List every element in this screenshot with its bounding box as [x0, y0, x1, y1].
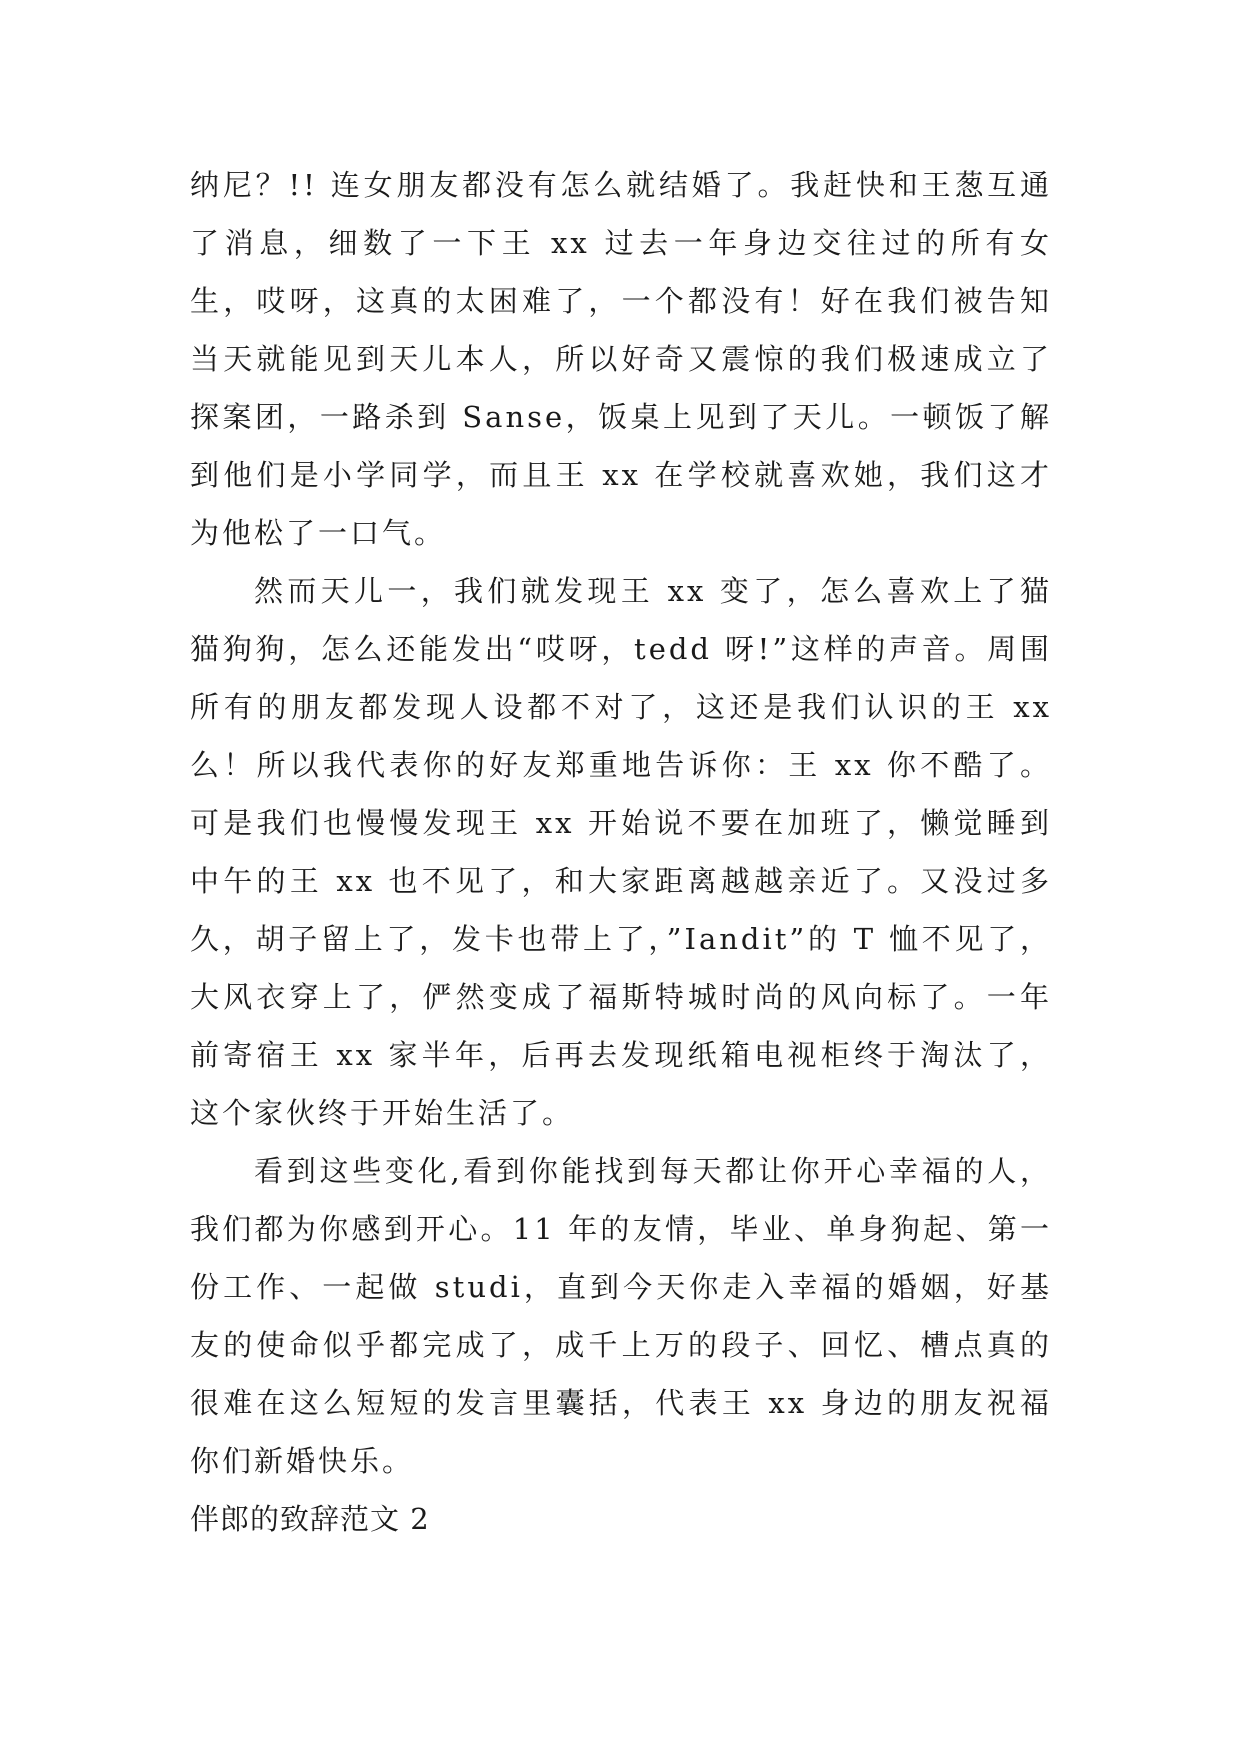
document-body	[190, 156, 1052, 1548]
section-heading: 伴郎的致辞范文 2	[190, 1502, 430, 1536]
paragraph-3: 看到这些变化,看到你能找到每天都让你开心幸福的人，我们都为你感到开心。11 年的友情，毕业、单身狗起、第一份工作、一起做 studi，直到今天你走入幸福的婚姻，好基友的使命似乎都完成了，成千上万的段子、回忆、槽点真的很难在这么短短的发言里囊括，代表王 xx 身边的朋友祝福你们新婚快乐。	[190, 1154, 1052, 1478]
paragraph-1: 纳尼？!! 连女朋友都没有怎么就结婚了。我赶快和王葱互通了消息，细数了一下王 xx 过去一年身边交往过的所有女生，哎呀，这真的太困难了，一个都没有！好在我们被告知当天就能见到天儿本人，所以好奇又震惊的我们极速成立了探案团，一路杀到 Sanse，饭桌上见到了天儿。一顿饭了解到他们是小学同学，而且王 xx 在学校就喜欢她，我们这才为他松了一口气。	[190, 168, 1052, 550]
paragraph-2: 然而天儿一，我们就发现王 xx 变了，怎么喜欢上了猫猫狗狗，怎么还能发出“哎呀，tedd 呀!”这样的声音。周围所有的朋友都发现人设都不对了，这还是我们认识的王 xx 么！所以我代表你的好友郑重地告诉你：王 xx 你不酷了。可是我们也慢慢发现王 xx 开始说不要在加班了，懒觉睡到中午的王 xx 也不见了，和大家距离越越亲近了。又没过多久，胡子留上了，发卡也带上了，”Iandit”的 T 恤不见了，大风衣穿上了，俨然变成了福斯特城时尚的风向标了。一年前寄宿王 xx 家半年，后再去发现纸箱电视柜终于淘汰了，这个家伙终于开始生活了。	[190, 574, 1052, 1130]
